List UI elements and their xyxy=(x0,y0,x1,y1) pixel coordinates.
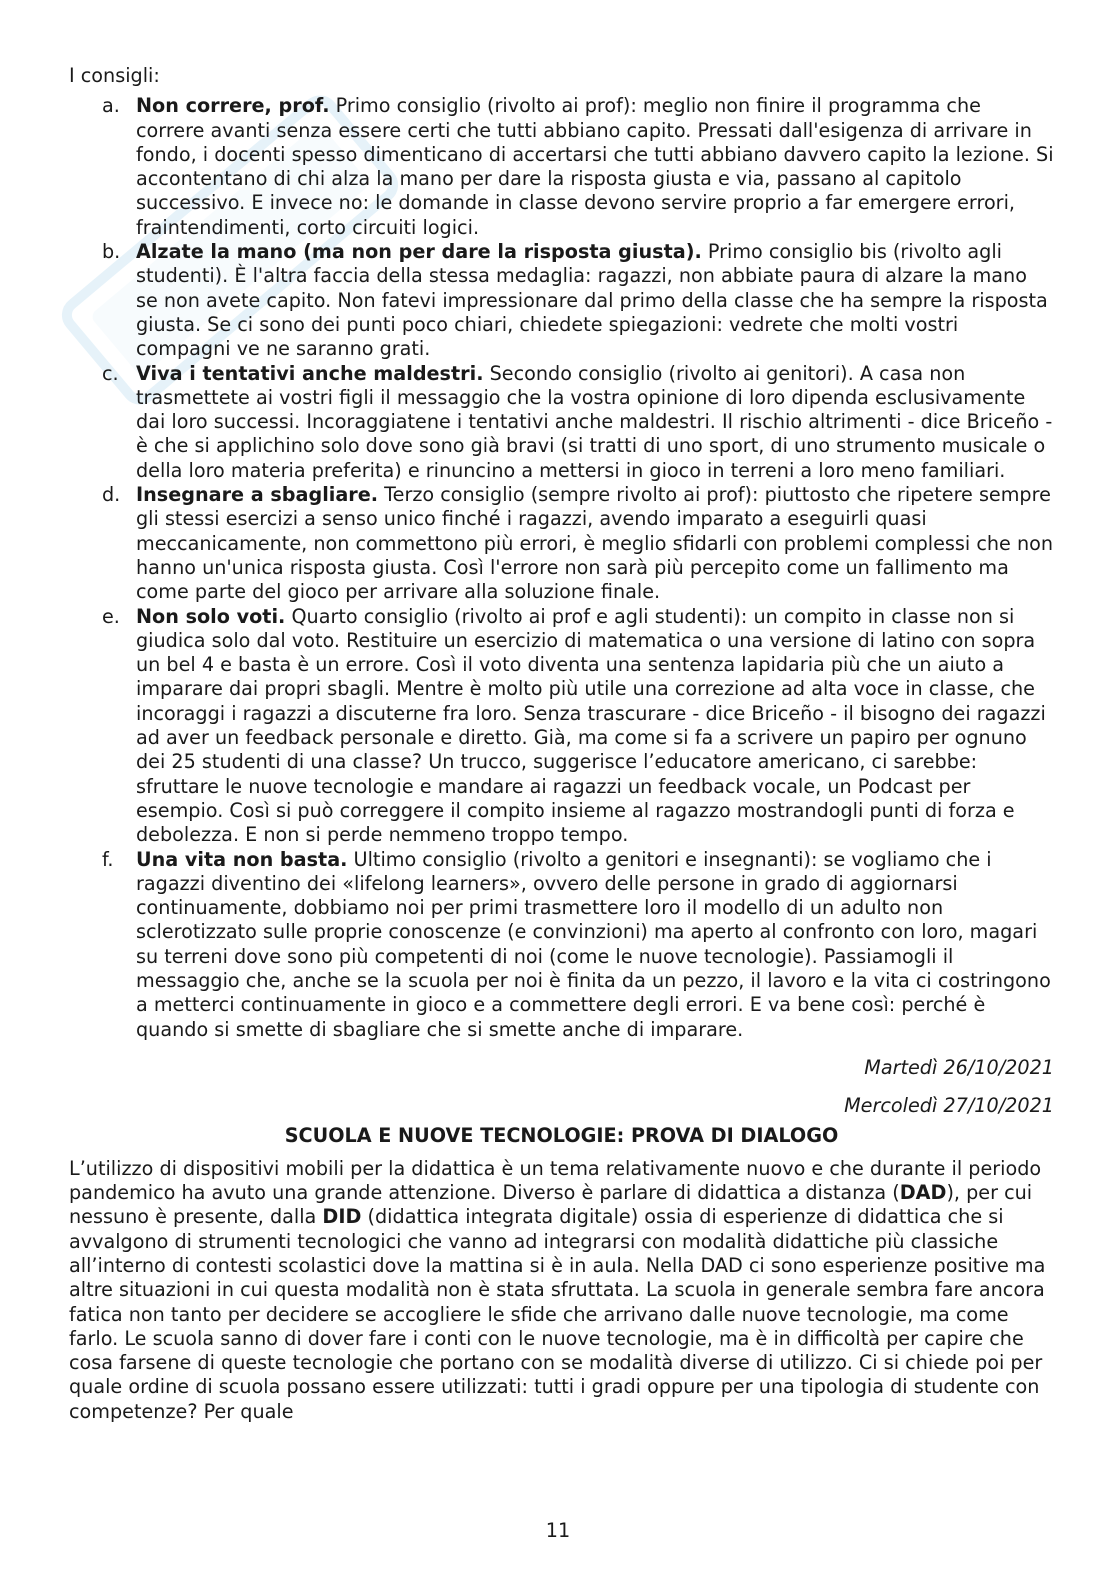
list-marker: d. xyxy=(102,483,121,507)
intro-text: I consigli: xyxy=(69,64,160,87)
list-marker: f. xyxy=(102,847,114,871)
section-paragraph xyxy=(69,1157,1054,1424)
item-text: Secondo consiglio (rivolto ai genitori). A casa non trasmettete ai vostri figli il messaggio che la vostra opinione di loro dipenda esclusivamente dai loro successi. Incoraggiatene i tentativi anche maldestri. Il rischio altrimenti - dice Briceño - è che si applichino solo dove sono già bravi (si tratti di uno sport, di uno strumento musicale o della loro materia preferita) e rinuncino a mettersi in gioco in terreni a loro meno familiari. xyxy=(136,361,1053,482)
item-title: Non solo voti. xyxy=(136,604,286,628)
paragraph-text: (didattica integrata digitale) ossia di esperienze di didattica che si avvalgono di strumenti tecnologici che vanno ad integrarsi con modalità didattiche più classiche all’interno di contesti scolastici dove la mattina si è in aula. Nella DAD ci sono esperienze positive ma altre situazioni in cui questa modalità non è stata sfruttata. La scuola in generale sembra fare ancora fatica non tanto per decidere se accogliere le sfide che arrivano dalle nuove tecnologie, ma come farlo. Le scuola sanno di dover fare i conti con le nuove tecnologie, ma è in difficoltà per capire che cosa farsene di queste tecnologie che portano con se modalità diverse di utilizzo. Ci si chiede poi per quale ordine di scuola possano essere utilizzati: tutti i gradi oppure per una tipologia di studente con competenze? Per quale xyxy=(69,1205,1046,1423)
page-number: 11 xyxy=(545,1519,571,1542)
item-title: Una vita non basta. xyxy=(136,847,348,871)
item-text: Terzo consiglio (sempre rivolto ai prof): piuttosto che ripetere sempre gli stessi esercizi a senso unico finché i ragazzi, avendo imparato a eseguirli quasi meccanicamente, non commettono più errori, è meglio sfidarli con problemi complessi che non hanno un'unica risposta giusta. Così l'errore non sarà più percepito come un fallimento ma come parte del gioco per arrivare alla soluzione finale. xyxy=(136,483,1054,604)
list-marker: c. xyxy=(102,361,119,385)
item-text: Primo consiglio (rivolto ai prof): meglio non finire il programma che correre avanti senza essere certi che tutti abbiano capito. Pressati dall'esigenza di arrivare in fondo, i docenti spesso dimenticano di accertarsi che tutti abbiano davvero capito la lezione. Si accontentano di chi alza la mano per dare la risposta giusta e via, passano al capitolo successivo. E invece no: le domande in classe devono servire proprio a far emergere errori, fraintendimenti, corto circuiti logici. xyxy=(136,94,1054,239)
section-title: SCUOLA E NUOVE TECNOLOGIE: PROVA DI DIALOGO xyxy=(284,1124,839,1148)
list-marker: a. xyxy=(102,94,120,118)
advice-list xyxy=(69,94,1054,1042)
paragraph-text: L’utilizzo di dispositivi mobili per la didattica è un tema relativamente nuovo e che durante il periodo pandemico ha avuto una grande attenzione. Diverso è parlare di didattica a distanza ( xyxy=(69,1156,1042,1205)
item-title: Viva i tentativi anche maldestri. xyxy=(136,361,484,385)
date-wednesday: Mercoledì 27/10/2021 xyxy=(844,1094,1054,1118)
item-title: Insegnare a sbagliare. xyxy=(136,483,379,507)
item-text: Quarto consiglio (rivolto ai prof e agli studenti): un compito in classe non si giudica solo dal voto. Restituire un esercizio di matematica o una versione di latino con sopra un bel 4 e basta è un errore. Così il voto diventa una sentenza lapidaria più che un aiuto a imparare dai propri sbagli. Mentre è molto più utile una correzione ad alta voce in classe, che incoraggi i ragazzi a discuterne fra loro. Senza trascurare - dice Briceño - il bisogno dei ragazzi ad aver un feedback personale e diretto. Già, ma come si fa a scrivere un papiro per ognuno dei 25 studenti di una classe? Un trucco, suggerisce l’educatore americano, ci sarebbe: sfruttare le nuove tecnologie e mandare ai ragazzi un feedback vocale, un Podcast per esempio. Così si può correggere il compito insieme al ragazzo mostrandogli punti di forza e debolezza. E non si perde nemmeno troppo tempo. xyxy=(136,604,1046,847)
list-marker: e. xyxy=(102,604,120,628)
item-text: Ultimo consiglio (rivolto a genitori e insegnanti): se vogliamo che i ragazzi diventino dei «lifelong learners», ovvero delle persone in grado di aggiornarsi continuamente, dobbiamo noi per primi trasmettere loro il modello di un adulto non sclerotizzato sulle proprie conoscenze (e convinzioni) ma aperto al confronto con loro, magari su terreni dove sono più competenti di noi (come le nuove tecnologie). Passiamogli il messaggio che, anche se la scuola per noi è finita da un pezzo, il lavoro e la vita ci costringono a metterci continuamente in gioco e a commettere degli errori. E va bene così: perché è quando si smette di sbagliare che si smette anche di imparare. xyxy=(136,847,1051,1041)
dad-term: DAD xyxy=(899,1181,947,1205)
did-term: DID xyxy=(322,1205,362,1229)
item-text: Primo consiglio bis (rivolto agli studenti). È l'altra faccia della stessa medaglia: ragazzi, non abbiate paura di alzare la mano se non avete capito. Non fatevi impressionare dal primo della classe che ha sempre la risposta giusta. Se ci sono dei punti poco chiari, chiedete spiegazioni: vedrete che molti vostri compagni ve ne saranno grati. xyxy=(136,240,1048,361)
list-item xyxy=(69,240,1054,361)
list-marker: b. xyxy=(102,240,121,264)
item-title: Non correre, prof. xyxy=(136,94,330,118)
list-item xyxy=(69,605,1054,848)
list-item xyxy=(69,848,1054,1042)
document-page xyxy=(69,64,1054,1424)
item-title: Alzate la mano (ma non per dare la risposta giusta). xyxy=(136,240,702,264)
list-item xyxy=(69,483,1054,604)
paragraph-text: ), per cui nessuno è presente, dalla xyxy=(69,1181,1033,1229)
list-item xyxy=(69,362,1054,483)
list-item xyxy=(69,94,1054,240)
date-tuesday: Martedì 26/10/2021 xyxy=(864,1055,1054,1079)
